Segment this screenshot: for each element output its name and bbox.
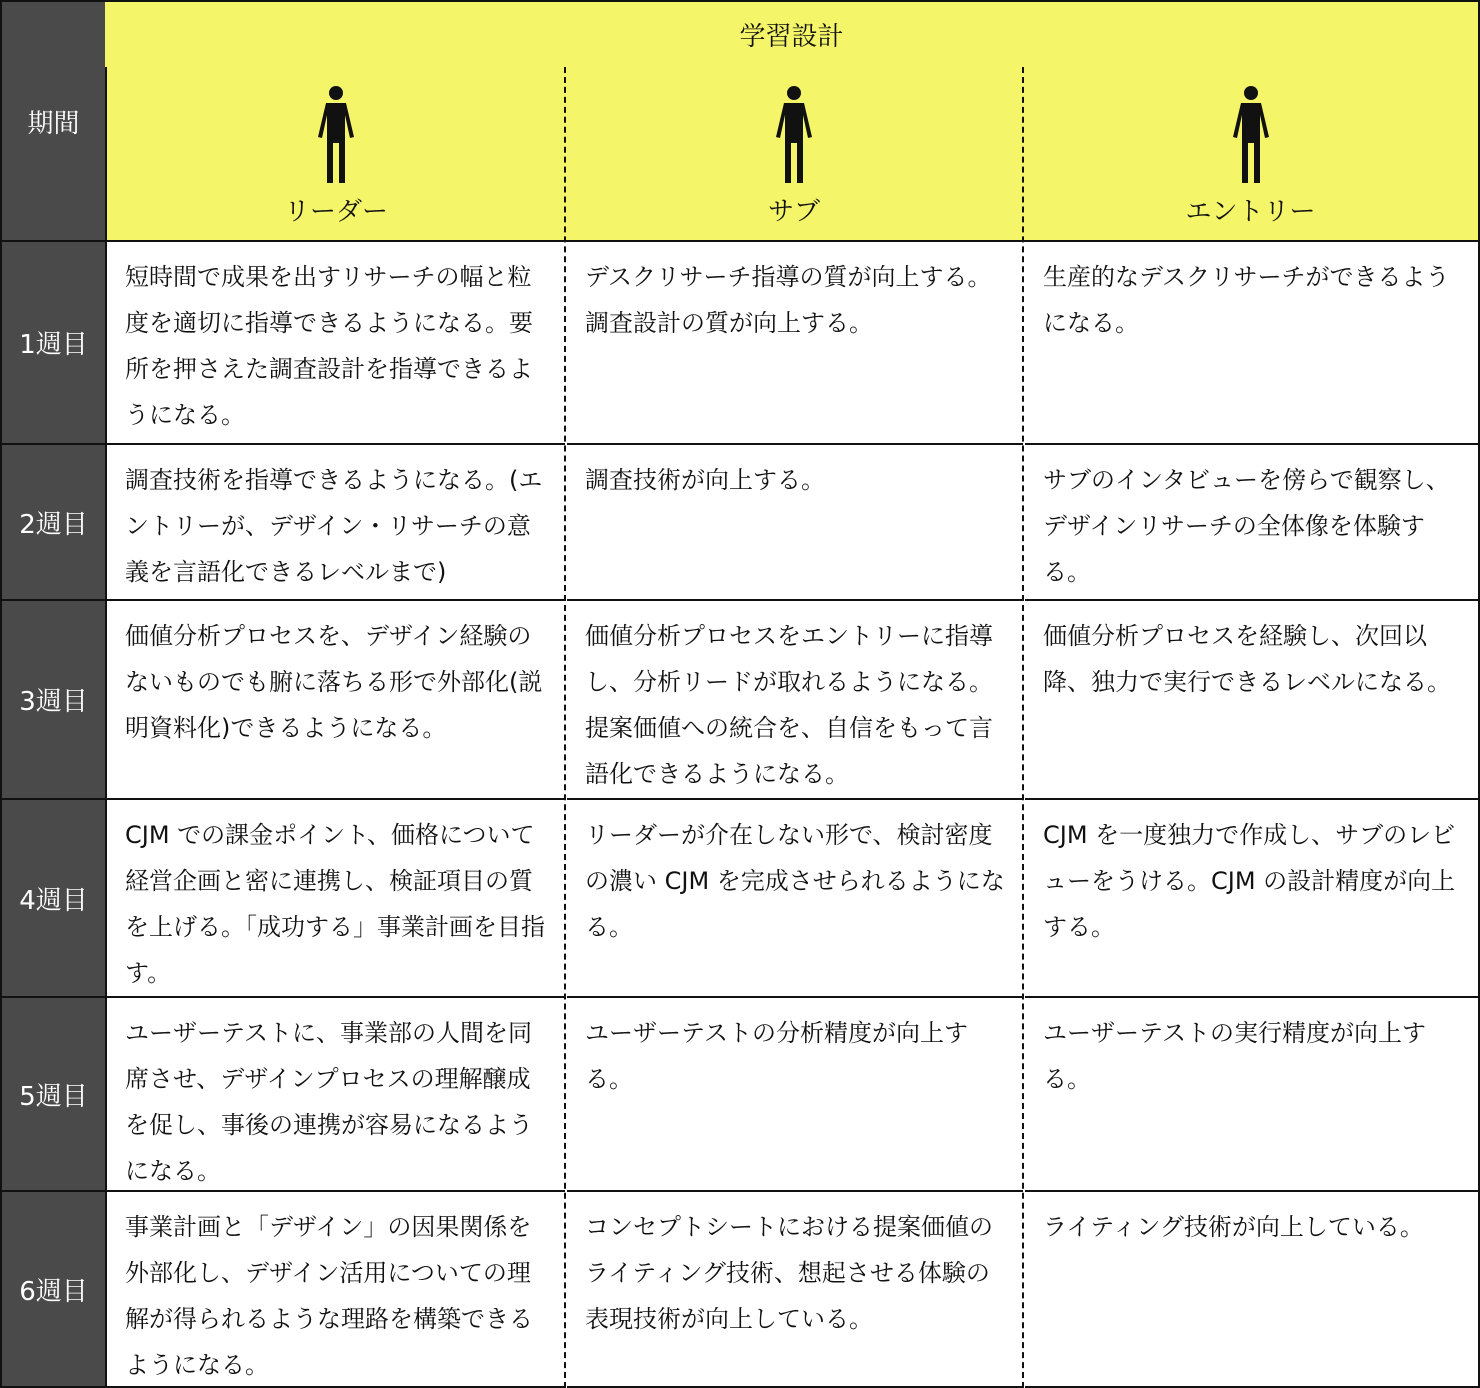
role-label-leader: リーダー (283, 197, 388, 227)
leader-goal-cell: ユーザーテストに、事業部の人間を同席させ、デザインプロセスの理解醸成を促し、事後の連携が容易になるようになる。 (107, 998, 565, 1192)
role-header-sub (565, 67, 1023, 242)
entry-goal-cell: サブのインタビューを傍らで観察し、デザインリサーチの全体像を体験する。 (1025, 445, 1480, 601)
role-label-entry: エントリー (1185, 197, 1316, 227)
period-cell (0, 1190, 107, 1388)
person-icon (316, 85, 356, 185)
period-header (0, 0, 107, 242)
role-label-sub: サブ (767, 197, 820, 227)
sub-goal-cell: 価値分析プロセスをエントリーに指導し、分析リードが取れるようになる。提案価値への統合を、自信をもって言語化できるようになる。 (567, 601, 1023, 800)
column-divider (1022, 67, 1024, 1388)
entry-goal-cell: ユーザーテストの実行精度が向上する。 (1025, 998, 1480, 1192)
person-icon (774, 85, 814, 185)
role-header-leader (107, 67, 565, 242)
column-divider (564, 67, 566, 1388)
period-cell (0, 996, 107, 1192)
sub-goal-cell: 調査技術が向上する。 (567, 445, 1023, 601)
sub-goal-cell: コンセプトシートにおける提案価値のライティング技術、想起させる体験の表現技術が向上している。 (567, 1192, 1023, 1388)
entry-goal-cell: 価値分析プロセスを経験し、次回以降、独力で実行できるレベルになる。 (1025, 601, 1480, 800)
leader-goal-cell: 調査技術を指導できるようになる。(エントリーが、デザイン・リサーチの意義を言語化できるレベルまで) (107, 445, 565, 601)
period-cell (0, 240, 107, 445)
period-cell (0, 599, 107, 800)
period-label: 5週目 (19, 1081, 88, 1112)
period-label: 3週目 (19, 687, 88, 717)
table-title (105, 0, 1480, 69)
leader-goal-cell: 事業計画と「デザイン」の因果関係を外部化し、デザイン活用についての理解が得られるような理路を構築できるようになる。 (107, 1192, 565, 1388)
period-label: 4週目 (19, 885, 88, 916)
leader-goal-cell: 短時間で成果を出すリサーチの幅と粒度を適切に指導できるようになる。要所を押さえた調査設計を指導できるようになる。 (107, 242, 565, 445)
entry-goal-cell: ライティング技術が向上している。 (1025, 1192, 1480, 1388)
period-label: 6週目 (19, 1276, 88, 1307)
role-header-entry (1023, 67, 1480, 242)
leader-goal-cell: 価値分析プロセスを、デザイン経験のないものでも腑に落ちる形で外部化(説明資料化)できるようになる。 (107, 601, 565, 800)
period-label: 2週目 (19, 509, 88, 540)
sub-goal-cell: ユーザーテストの分析精度が向上する。 (567, 998, 1023, 1192)
leader-goal-cell: CJM での課金ポイント、価格について経営企画と密に連携し、検証項目の質を上げる。「成功する」事業計画を目指す。 (107, 800, 565, 998)
sub-goal-cell: リーダーが介在しない形で、検討密度の濃い CJM を完成させられるようになる。 (567, 800, 1023, 998)
table-title-label: 学習設計 (739, 22, 844, 52)
entry-goal-cell: 生産的なデスクリサーチができるようになる。 (1025, 242, 1480, 445)
person-icon (1231, 85, 1271, 185)
sub-goal-cell: デスクリサーチ指導の質が向上する。調査設計の質が向上する。 (567, 242, 1023, 445)
period-cell (0, 798, 107, 998)
entry-goal-cell: CJM を一度独力で作成し、サブのレビューをうける。CJM の設計精度が向上する。 (1025, 800, 1480, 998)
period-label: 1週目 (19, 330, 88, 360)
period-cell (0, 443, 107, 601)
period-header-label: 期間 (27, 108, 80, 139)
